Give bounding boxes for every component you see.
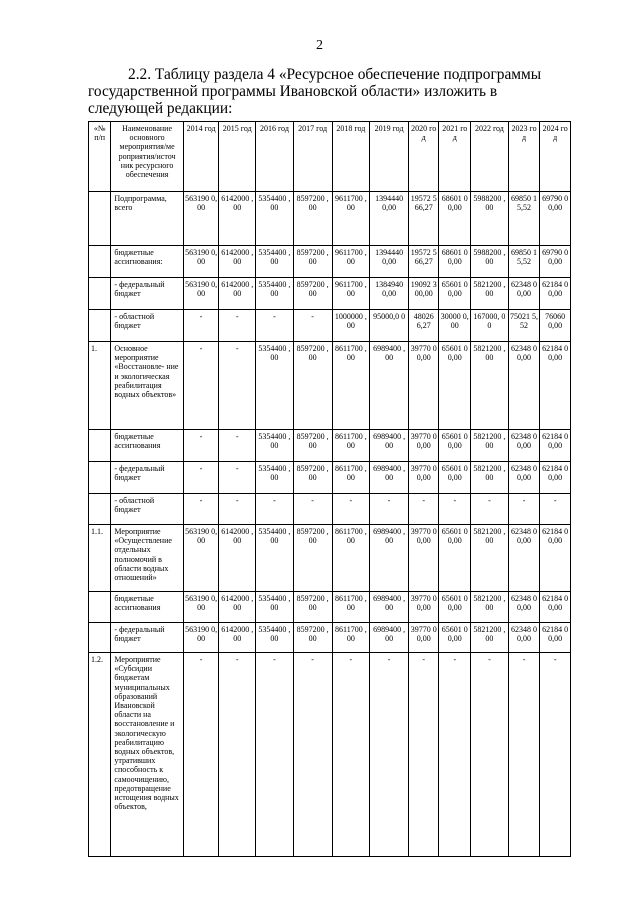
value-cell: 9611700 ,00 bbox=[332, 246, 370, 278]
value-cell: 5821200 ,00 bbox=[471, 525, 509, 592]
row-name-cell: Основное мероприятие «Восстановле- ние и экологическая реабилитация водных объектов» bbox=[111, 342, 183, 430]
table-header-cell: 2019 год bbox=[370, 122, 409, 192]
value-cell: 62348 00,00 bbox=[508, 525, 540, 592]
table-header-cell: 2020 год bbox=[408, 122, 439, 192]
value-cell: 5821200 ,00 bbox=[471, 592, 509, 623]
value-cell: 8597200 ,00 bbox=[293, 592, 332, 623]
value-cell: 563190 0,00 bbox=[183, 592, 219, 623]
value-cell: - bbox=[183, 494, 219, 525]
value-cell: - bbox=[408, 494, 439, 525]
value-cell: 5354400 ,00 bbox=[256, 342, 294, 430]
value-cell: 62184 00,00 bbox=[540, 430, 571, 462]
value-cell: - bbox=[183, 342, 219, 430]
row-number-cell: 1. bbox=[89, 342, 111, 430]
value-cell: 19572 566,27 bbox=[408, 246, 439, 278]
value-cell: - bbox=[183, 462, 219, 494]
value-cell: - bbox=[256, 494, 294, 525]
value-cell: 48026 6,27 bbox=[408, 310, 439, 342]
value-cell: 8597200 ,00 bbox=[293, 430, 332, 462]
value-cell: 8597200 ,00 bbox=[293, 278, 332, 310]
value-cell: 19572 566,27 bbox=[408, 192, 439, 246]
row-number-cell bbox=[89, 623, 111, 653]
table-row bbox=[89, 192, 571, 246]
table-row bbox=[89, 525, 571, 592]
row-number-cell bbox=[89, 462, 111, 494]
value-cell: 62184 00,00 bbox=[540, 342, 571, 430]
value-cell: 6989400 ,00 bbox=[370, 462, 409, 494]
table-header-row bbox=[89, 122, 571, 192]
row-number-cell bbox=[89, 192, 111, 246]
row-number-cell: 1.1. bbox=[89, 525, 111, 592]
value-cell: 6142000 ,00 bbox=[219, 623, 256, 653]
value-cell: 39770 00,00 bbox=[408, 623, 439, 653]
table-header-cell: 2023 год bbox=[508, 122, 540, 192]
value-cell: 563190 0,00 bbox=[183, 192, 219, 246]
value-cell: 5354400 ,00 bbox=[256, 278, 294, 310]
value-cell: 39770 00,00 bbox=[408, 592, 439, 623]
value-cell: 8611700 ,00 bbox=[332, 525, 370, 592]
heading-line-1: 2.2. Таблицу раздела 4 «Ресурсное обеспечение подпрограммы bbox=[128, 66, 542, 83]
value-cell: 62184 00,00 bbox=[540, 278, 571, 310]
value-cell: 62184 00,00 bbox=[540, 592, 571, 623]
value-cell: - bbox=[219, 310, 256, 342]
value-cell: 5988200 ,00 bbox=[471, 192, 509, 246]
table-row bbox=[89, 592, 571, 623]
page-number: 2 bbox=[316, 38, 323, 53]
value-cell: 5821200 ,00 bbox=[471, 623, 509, 653]
value-cell: 5354400 ,00 bbox=[256, 462, 294, 494]
value-cell: 69850 15,52 bbox=[508, 246, 540, 278]
row-name-cell: - федеральный бюджет bbox=[111, 462, 183, 494]
heading-paragraph bbox=[88, 66, 572, 117]
value-cell: 62348 00,00 bbox=[508, 623, 540, 653]
value-cell: - bbox=[471, 653, 509, 857]
value-cell: 75021 5,52 bbox=[508, 310, 540, 342]
value-cell: 76060 0,00 bbox=[540, 310, 571, 342]
value-cell: 8611700 ,00 bbox=[332, 342, 370, 430]
value-cell: - bbox=[508, 653, 540, 857]
value-cell: - bbox=[439, 494, 471, 525]
value-cell: 39770 00,00 bbox=[408, 462, 439, 494]
value-cell: 8611700 ,00 bbox=[332, 430, 370, 462]
value-cell: 5821200 ,00 bbox=[471, 278, 509, 310]
row-number-cell bbox=[89, 246, 111, 278]
value-cell: 39770 00,00 bbox=[408, 525, 439, 592]
value-cell: - bbox=[471, 494, 509, 525]
value-cell: - bbox=[219, 462, 256, 494]
heading-line-2: государственной программы Ивановской области» изложить в bbox=[88, 83, 498, 100]
value-cell: 5354400 ,00 bbox=[256, 430, 294, 462]
row-number-cell bbox=[89, 430, 111, 462]
value-cell: 8611700 ,00 bbox=[332, 462, 370, 494]
value-cell: 563190 0,00 bbox=[183, 525, 219, 592]
table-row bbox=[89, 342, 571, 430]
value-cell: 6142000 ,00 bbox=[219, 246, 256, 278]
table-row bbox=[89, 494, 571, 525]
value-cell: 8597200 ,00 bbox=[293, 462, 332, 494]
value-cell: - bbox=[408, 653, 439, 857]
value-cell: 69790 00,00 bbox=[540, 246, 571, 278]
value-cell: - bbox=[219, 653, 256, 857]
value-cell: 5988200 ,00 bbox=[471, 246, 509, 278]
value-cell: 62184 00,00 bbox=[540, 462, 571, 494]
value-cell: - bbox=[508, 494, 540, 525]
row-name-cell: - областной бюджет bbox=[111, 310, 183, 342]
row-name-cell: Подпрограмма, всего bbox=[111, 192, 183, 246]
value-cell: 68601 00,00 bbox=[439, 192, 471, 246]
value-cell: 8597200 ,00 bbox=[293, 525, 332, 592]
value-cell: - bbox=[219, 494, 256, 525]
value-cell: 5821200 ,00 bbox=[471, 462, 509, 494]
table-header-cell: 2022 год bbox=[471, 122, 509, 192]
table-row bbox=[89, 462, 571, 494]
value-cell: 6989400 ,00 bbox=[370, 342, 409, 430]
value-cell: 5821200 ,00 bbox=[471, 430, 509, 462]
value-cell: 5354400 ,00 bbox=[256, 623, 294, 653]
table-row bbox=[89, 653, 571, 857]
value-cell: 8611700 ,00 bbox=[332, 592, 370, 623]
value-cell: 8597200 ,00 bbox=[293, 342, 332, 430]
row-name-cell: бюджетные ассигнования bbox=[111, 430, 183, 462]
value-cell: 8597200 ,00 bbox=[293, 623, 332, 653]
value-cell: 563190 0,00 bbox=[183, 246, 219, 278]
value-cell: - bbox=[183, 310, 219, 342]
table-body bbox=[89, 192, 571, 857]
row-name-cell: бюджетные ассигнования bbox=[111, 592, 183, 623]
value-cell: - bbox=[256, 310, 294, 342]
value-cell: 62184 00,00 bbox=[540, 623, 571, 653]
row-name-cell: Мероприятие «Осуществление отдельных полномочий в области водных отношений» bbox=[111, 525, 183, 592]
row-name-cell: - федеральный бюджет bbox=[111, 278, 183, 310]
table-header-cell: 2017 год bbox=[293, 122, 332, 192]
value-cell: 8611700 ,00 bbox=[332, 623, 370, 653]
value-cell: 65601 00,00 bbox=[439, 342, 471, 430]
table-header-cell: 2018 год bbox=[332, 122, 370, 192]
value-cell: 65601 00,00 bbox=[439, 430, 471, 462]
row-number-cell bbox=[89, 310, 111, 342]
value-cell: - bbox=[332, 653, 370, 857]
value-cell: 6142000 ,00 bbox=[219, 592, 256, 623]
value-cell: 19092 300,00 bbox=[408, 278, 439, 310]
value-cell: 65601 00,00 bbox=[439, 278, 471, 310]
row-name-cell: бюджетные ассигнования: bbox=[111, 246, 183, 278]
table-header-cell: 2015 год bbox=[219, 122, 256, 192]
row-number-cell bbox=[89, 592, 111, 623]
value-cell: 62348 00,00 bbox=[508, 278, 540, 310]
value-cell: 5354400 ,00 bbox=[256, 525, 294, 592]
value-cell: 68601 00,00 bbox=[439, 246, 471, 278]
value-cell: - bbox=[183, 430, 219, 462]
value-cell: 62184 00,00 bbox=[540, 525, 571, 592]
table-row bbox=[89, 278, 571, 310]
value-cell: 1000000 ,00 bbox=[332, 310, 370, 342]
value-cell: - bbox=[293, 310, 332, 342]
value-cell: 65601 00,00 bbox=[439, 462, 471, 494]
table-row bbox=[89, 430, 571, 462]
value-cell: - bbox=[219, 342, 256, 430]
table-header-cell: Наименование основного мероприятия/ме роприятия/источ ник ресурсного обеспечения bbox=[111, 122, 183, 192]
value-cell: 563190 0,00 bbox=[183, 278, 219, 310]
value-cell: 62348 00,00 bbox=[508, 462, 540, 494]
table-header-cell: 2016 год bbox=[256, 122, 294, 192]
table-row bbox=[89, 310, 571, 342]
value-cell: 69790 00,00 bbox=[540, 192, 571, 246]
value-cell: 6989400 ,00 bbox=[370, 430, 409, 462]
value-cell: 6142000 ,00 bbox=[219, 192, 256, 246]
table-header-cell: 2024 год bbox=[540, 122, 571, 192]
table-header-cell: «№ п/п bbox=[89, 122, 111, 192]
value-cell: - bbox=[256, 653, 294, 857]
value-cell: 5821200 ,00 bbox=[471, 342, 509, 430]
value-cell: 62348 00,00 bbox=[508, 430, 540, 462]
value-cell: 6142000 ,00 bbox=[219, 278, 256, 310]
value-cell: 5354400 ,00 bbox=[256, 246, 294, 278]
value-cell: 5354400 ,00 bbox=[256, 192, 294, 246]
value-cell: 65601 00,00 bbox=[439, 525, 471, 592]
resource-table bbox=[88, 121, 571, 857]
value-cell: 563190 0,00 bbox=[183, 623, 219, 653]
row-name-cell: - областной бюджет bbox=[111, 494, 183, 525]
value-cell: - bbox=[293, 653, 332, 857]
value-cell: - bbox=[332, 494, 370, 525]
row-name-cell: - федеральный бюджет bbox=[111, 623, 183, 653]
value-cell: 6989400 ,00 bbox=[370, 592, 409, 623]
table-header-cell: 2014 год bbox=[183, 122, 219, 192]
value-cell: 6989400 ,00 bbox=[370, 623, 409, 653]
value-cell: 5354400 ,00 bbox=[256, 592, 294, 623]
value-cell: 9611700 ,00 bbox=[332, 192, 370, 246]
value-cell: 30000 0,00 bbox=[439, 310, 471, 342]
value-cell: 6989400 ,00 bbox=[370, 525, 409, 592]
value-cell: 39770 00,00 bbox=[408, 342, 439, 430]
table-header-cell: 2021 год bbox=[439, 122, 471, 192]
value-cell: 9611700 ,00 bbox=[332, 278, 370, 310]
value-cell: 95000,0 0 bbox=[370, 310, 409, 342]
value-cell: 1394440 0,00 bbox=[370, 246, 409, 278]
value-cell: - bbox=[370, 494, 409, 525]
value-cell: 62348 00,00 bbox=[508, 592, 540, 623]
value-cell: - bbox=[540, 653, 571, 857]
value-cell: - bbox=[370, 653, 409, 857]
value-cell: - bbox=[219, 430, 256, 462]
value-cell: 39770 00,00 bbox=[408, 430, 439, 462]
value-cell: - bbox=[439, 653, 471, 857]
value-cell: - bbox=[183, 653, 219, 857]
row-name-cell: Мероприятие «Субсидии бюджетам муниципальных образований Ивановской области на восстановление и экологическую реабилитацию водных объектов, утративших способность к самоочищению, предотвращение истощения водных объектов, bbox=[111, 653, 183, 857]
table-row bbox=[89, 623, 571, 653]
value-cell: 65601 00,00 bbox=[439, 592, 471, 623]
value-cell: 1384940 0,00 bbox=[370, 278, 409, 310]
value-cell: - bbox=[293, 494, 332, 525]
table-row bbox=[89, 246, 571, 278]
value-cell: 6142000 ,00 bbox=[219, 525, 256, 592]
row-number-cell bbox=[89, 494, 111, 525]
value-cell: 69850 15,52 bbox=[508, 192, 540, 246]
value-cell: - bbox=[540, 494, 571, 525]
heading-line-3: следующей редакции: bbox=[88, 100, 233, 117]
row-number-cell: 1.2. bbox=[89, 653, 111, 857]
value-cell: 8597200 ,00 bbox=[293, 192, 332, 246]
value-cell: 167000, 00 bbox=[471, 310, 509, 342]
value-cell: 1394440 0,00 bbox=[370, 192, 409, 246]
value-cell: 65601 00,00 bbox=[439, 623, 471, 653]
value-cell: 62348 00,00 bbox=[508, 342, 540, 430]
row-number-cell bbox=[89, 278, 111, 310]
value-cell: 8597200 ,00 bbox=[293, 246, 332, 278]
